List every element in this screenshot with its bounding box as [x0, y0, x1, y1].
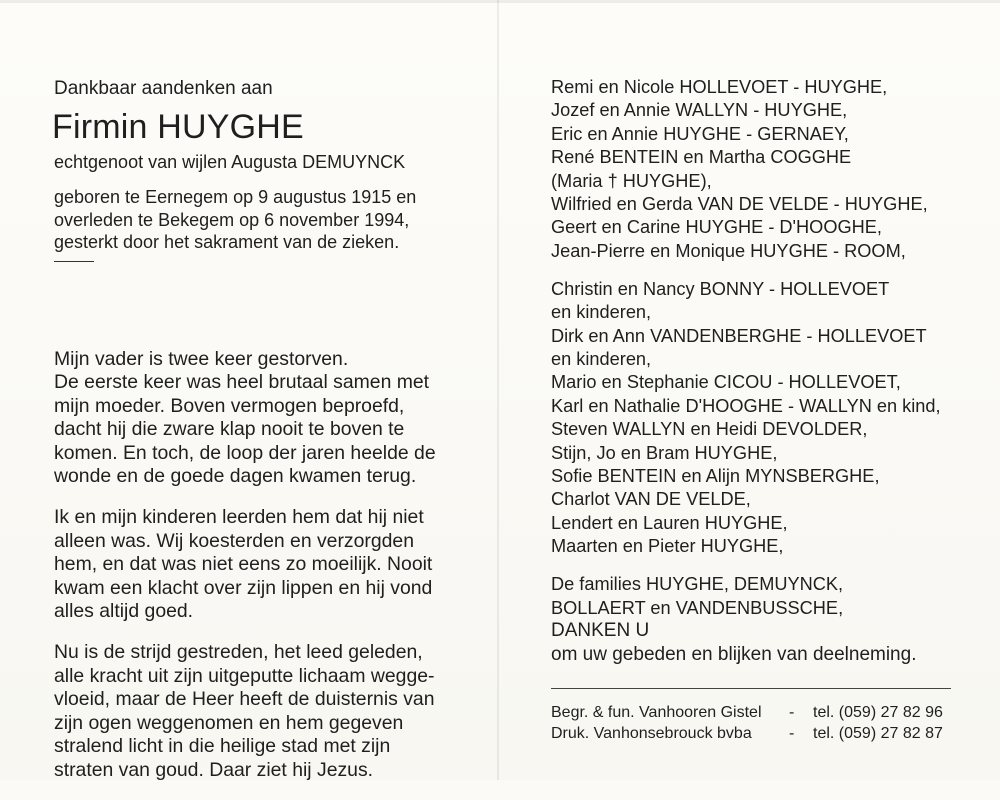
mourner-line: Jozef en Annie WALLYN - HUYGHE, [551, 100, 848, 121]
mourner-line: Wilfried en Gerda VAN DE VELDE - HUYGHE, [551, 194, 928, 215]
mourners-list [551, 76, 941, 634]
text-line: alle kracht uit zijn uitgeputte lichaam wegge- [54, 664, 435, 687]
text-line: kwam een klacht over zijn lippen en hij vond [54, 576, 433, 599]
children-group [551, 76, 941, 263]
text-line: zijn ogen weggenomen en hem gegeven [54, 711, 404, 734]
short-divider [54, 261, 94, 262]
text-line: alles altijd goed. [54, 600, 194, 623]
text-line: Mijn vader is twee keer gestorven. [54, 348, 349, 370]
text-line: wonde en de goede dagen kwamen terug. [54, 465, 417, 488]
mourner-line: Stijn, Jo en Bram HUYGHE, [551, 442, 778, 463]
sacrament-line: gesterkt door het sakrament van de zieken. [54, 232, 400, 252]
death-line: overleden te Bekegem op 6 november 1994, [54, 209, 410, 230]
text-line: stralend licht in die heilige stad met zijn [54, 735, 391, 758]
mourner-line: Geert en Carine HUYGHE - D'HOOGHE, [551, 217, 882, 238]
text-line: vloeid, maar de Heer heeft de duisternis van [54, 688, 435, 711]
mourner-line: Dirk en Ann VANDENBERGHE - HOLLEVOET [551, 325, 927, 346]
text-line: mijn moeder. Boven vermogen beproefd, [54, 394, 405, 417]
footer-row [551, 723, 943, 744]
mourner-line: Steven WALLYN en Heidi DEVOLDER, [551, 419, 868, 440]
mourner-line: en kinderen, [551, 302, 652, 323]
mourner-line: (Maria † HUYGHE), [551, 170, 712, 191]
footer-row [551, 702, 943, 723]
mourner-line: Maarten en Pieter HUYGHE, [551, 536, 784, 557]
card-fold [497, 0, 499, 780]
remembrance-text [54, 330, 436, 800]
mourner-line: Lendert en Lauren HUYGHE, [551, 512, 788, 533]
mourner-line: Charlot VAN DE VELDE, [551, 489, 751, 510]
mourner-line: en kinderen, [551, 348, 652, 369]
separator: - [789, 725, 795, 742]
text-line: dacht hij die zware klap nooit te boven te [54, 418, 405, 441]
undertaker-phone: tel. (059) 27 82 96 [813, 704, 943, 721]
birth-line: geboren te Eernegem op 9 augustus 1915 en [54, 187, 417, 207]
mourner-line: Sofie BENTEIN en Alijn MYNSBERGHE, [551, 466, 880, 486]
text-line: Ik en mijn kinderen leerden hem dat hij niet [54, 506, 424, 529]
mourner-line: René BENTEIN en Martha COGGHE [551, 147, 852, 168]
printer-name: Druk. Vanhonsebrouck bvba [551, 725, 752, 742]
thanks-block [551, 619, 916, 667]
undertaker-name: Begr. & fun. Vanhooren Gistel [551, 704, 762, 721]
families-group [551, 573, 941, 620]
text-line: De eerste keer was heel brutaal samen met [54, 371, 430, 394]
deceased-name: Firmin HUYGHE [52, 108, 304, 146]
grandchildren-group [551, 278, 941, 559]
mourner-line: Eric en Annie HUYGHE - GERNAEY, [551, 123, 849, 144]
footer-divider [551, 688, 951, 689]
mourner-line: De families HUYGHE, DEMUYNCK, [551, 574, 844, 595]
text-line: Nu is de strijd gestreden, het leed geleden, [54, 641, 423, 664]
text-line: komen. En toch, de loop der jaren heelde de [54, 441, 436, 464]
thanks-text: om uw gebeden en blijken van deelneming. [551, 644, 917, 665]
intro-text: Dankbaar aandenken aan [54, 78, 273, 99]
text-line: hem, en dat was niet eens zo moeilijk. Nooit [54, 553, 433, 576]
paper-edge [0, 0, 1000, 3]
birth-death-block [54, 186, 416, 254]
mourner-line: Mario en Stephanie CICOU - HOLLEVOET, [551, 372, 901, 393]
text-line: straten van goud. Daar ziet hij Jezus. [54, 758, 374, 781]
text-line: alleen was. Wij koesterden en verzorgden [54, 529, 414, 552]
mourner-line: Christin en Nancy BONNY - HOLLEVOET [551, 278, 890, 299]
mourner-line: BOLLAERT en VANDENBUSSCHE, [551, 597, 844, 618]
separator: - [789, 704, 795, 721]
printer-phone: tel. (059) 27 82 87 [813, 725, 943, 742]
mourner-line: Karl en Nathalie D'HOOGHE - WALLYN en kind, [551, 395, 941, 416]
thanks-heading: DANKEN U [551, 620, 650, 641]
mourner-line: Remi en Nicole HOLLEVOET - HUYGHE, [551, 77, 888, 97]
mourner-line: Jean-Pierre en Monique HUYGHE - ROOM, [551, 240, 906, 261]
spouse-line: echtgenoot van wijlen Augusta DEMUYNCK [54, 152, 406, 172]
printer-footer [551, 702, 943, 744]
